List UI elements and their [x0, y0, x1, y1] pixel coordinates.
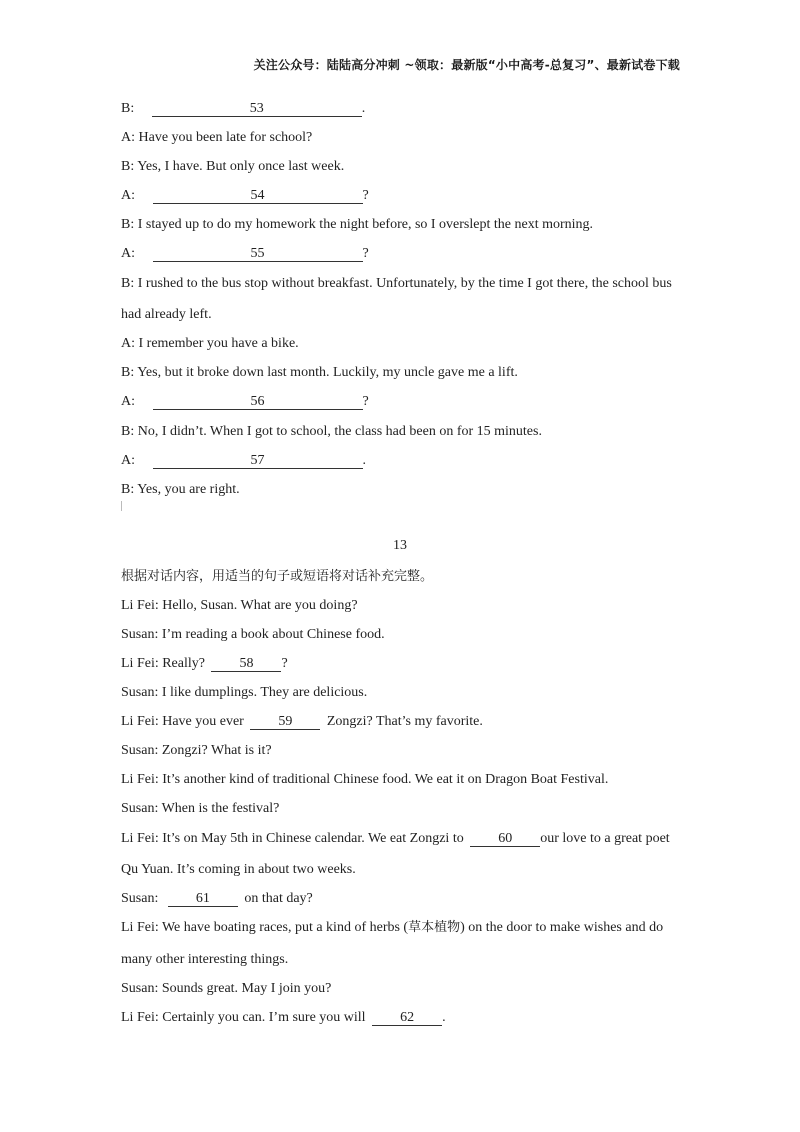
section-instruction: 根据对话内容，用适当的句子或短语将对话补充完整。 [121, 569, 434, 584]
answer-blank-57[interactable]: 57 [153, 453, 363, 469]
punctuation: ? [281, 656, 288, 671]
dialogue-text: our love to a great poet [540, 831, 670, 846]
answer-blank-62[interactable]: 62 [372, 1010, 442, 1026]
dialogue-text: Li Fei: Have you ever [121, 714, 244, 729]
dialogue-line-53 [121, 100, 365, 118]
chinese-gloss: 草本植物 [408, 920, 461, 935]
dialogue-text: Susan: [121, 891, 159, 906]
dialogue-line-60 [121, 830, 670, 848]
dialogue-line [121, 919, 663, 937]
section-number: 13 [393, 538, 407, 553]
dialogue-text: Li Fei: Certainly you can. I’m sure you will [121, 1010, 366, 1025]
dialogue-text: ) on the door to make wishes and do [460, 920, 664, 935]
punctuation: ? [362, 188, 369, 203]
dialogue-line-57 [121, 452, 366, 470]
dialogue-text: Li Fei: It’s on May 5th in Chinese calendar. We eat Zongzi to [121, 831, 464, 846]
answer-blank-53[interactable]: 53 [152, 101, 362, 117]
speaker-label: A: [121, 188, 135, 203]
dialogue-line-56 [121, 393, 369, 411]
page-header: 关注公众号：陆陆高分冲刺 ~领取：最新版“小中高考-总复习”、最新试卷下载 [253, 58, 680, 72]
dialogue-line: Susan: When is the festival? [121, 801, 280, 816]
dialogue-line: A: Have you been late for school? [121, 130, 313, 145]
dialogue-line: Qu Yuan. It’s coming in about two weeks. [121, 862, 356, 877]
dialogue-line-62 [121, 1009, 446, 1027]
dialogue-line: Li Fei: It’s another kind of traditional Chinese food. We eat it on Dragon Boat Festival. [121, 772, 609, 787]
dialogue-line: Li Fei: Hello, Susan. What are you doing? [121, 598, 358, 613]
speaker-label: B: [121, 101, 135, 116]
answer-blank-56[interactable]: 56 [153, 394, 363, 410]
dialogue-line-58 [121, 655, 288, 673]
answer-blank-54[interactable]: 54 [153, 188, 363, 204]
dialogue-line-55 [121, 245, 369, 263]
dialogue-text: Zongzi? That’s my favorite. [326, 714, 483, 729]
answer-blank-60[interactable]: 60 [470, 831, 540, 847]
speaker-label: A: [121, 246, 135, 261]
dialogue-line: B: Yes, you are right. [121, 482, 240, 497]
dialogue-line: many other interesting things. [121, 952, 289, 967]
dialogue-text: on that day? [244, 891, 313, 906]
answer-blank-59[interactable]: 59 [250, 714, 320, 730]
dialogue-line: Susan: Zongzi? What is it? [121, 743, 272, 758]
dialogue-line: had already left. [121, 307, 212, 322]
answer-blank-55[interactable]: 55 [153, 246, 363, 262]
dialogue-line: Susan: I’m reading a book about Chinese food. [121, 627, 385, 642]
answer-blank-61[interactable]: 61 [168, 891, 238, 907]
speaker-label: A: [121, 394, 135, 409]
dialogue-line: Susan: Sounds great. May I join you? [121, 981, 332, 996]
punctuation: ? [362, 394, 369, 409]
divider-mark [121, 501, 122, 511]
speaker-label: A: [121, 453, 135, 468]
dialogue-line: B: I stayed up to do my homework the night before, so I overslept the next morning. [121, 217, 594, 232]
punctuation: ? [362, 246, 369, 261]
answer-blank-58[interactable]: 58 [211, 656, 281, 672]
dialogue-line-61 [121, 890, 313, 908]
dialogue-line: B: I rushed to the bus stop without breakfast. Unfortunately, by the time I got there, the school bus [121, 276, 672, 291]
dialogue-text: Li Fei: We have boating races, put a kind of herbs ( [121, 920, 409, 935]
dialogue-line-59 [121, 713, 483, 731]
dialogue-line: B: Yes, but it broke down last month. Luckily, my uncle gave me a lift. [121, 365, 518, 380]
punctuation: . [362, 453, 366, 468]
dialogue-line-54 [121, 187, 369, 205]
dialogue-text: Li Fei: Really? [121, 656, 205, 671]
dialogue-line: B: No, I didn’t. When I got to school, the class had been on for 15 minutes. [121, 424, 542, 439]
dialogue-line: Susan: I like dumplings. They are delicious. [121, 685, 368, 700]
punctuation: . [361, 101, 366, 116]
dialogue-line: B: Yes, I have. But only once last week. [121, 159, 345, 174]
punctuation: . [442, 1010, 446, 1025]
dialogue-line: A: I remember you have a bike. [121, 336, 299, 351]
